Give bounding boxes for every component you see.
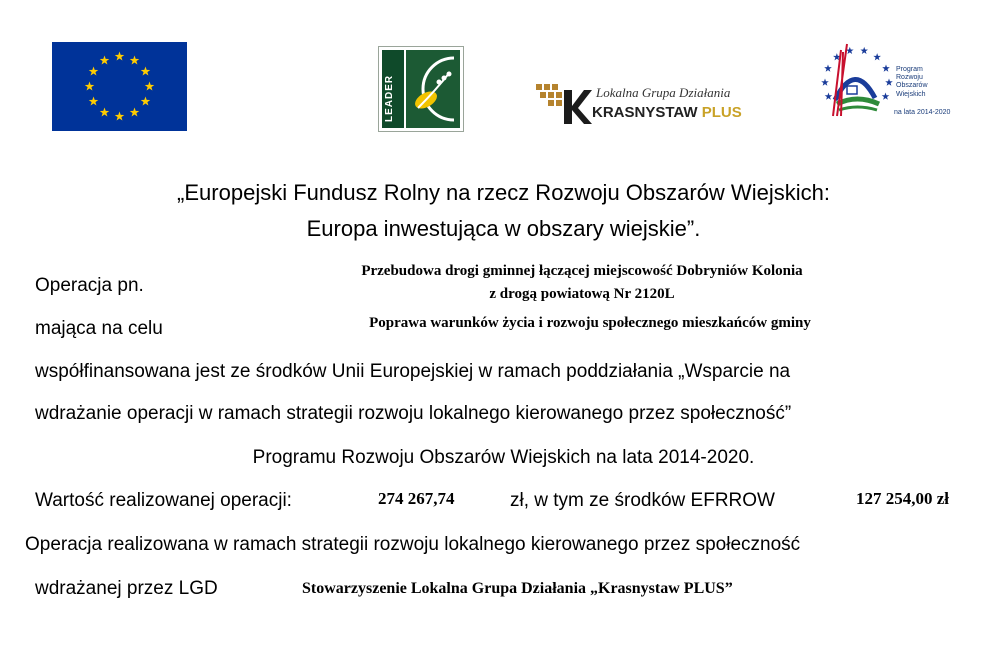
value-label: Wartość realizowanej operacji: bbox=[35, 490, 292, 511]
prow-star bbox=[860, 47, 868, 54]
prow-emblem-icon bbox=[817, 38, 895, 122]
lgd-mosaic-icon bbox=[534, 82, 594, 126]
leader-panel bbox=[406, 50, 460, 128]
eu-star bbox=[100, 107, 110, 116]
eu-star bbox=[141, 67, 151, 76]
eu-star bbox=[100, 56, 110, 65]
prow-star bbox=[821, 79, 829, 86]
efrrow-amount: 127 254,00 zł bbox=[856, 489, 950, 508]
header-line2: Europa inwestująca w obszary wiejskie”. bbox=[306, 216, 701, 241]
prow-star bbox=[882, 93, 890, 100]
prow-star bbox=[873, 53, 881, 60]
prow-years: na lata 2014-2020 bbox=[894, 109, 951, 116]
operation-label: Operacja pn. bbox=[35, 275, 144, 296]
prow-star bbox=[824, 64, 832, 71]
operation-name-line2: z drogą powiatową Nr 2120L bbox=[489, 286, 675, 302]
footer-line1: Operacja realizowana w ramach strategii rozwoju lokalnego kierowanego przez społeczność bbox=[25, 534, 801, 555]
cofinance-line3: Programu Rozwoju Obszarów Wiejskich na lata 2014-2020. bbox=[252, 447, 755, 468]
footer-lgd-label: wdrażanej przez LGD bbox=[35, 578, 218, 599]
leader-text: LEADER bbox=[384, 74, 395, 122]
eu-star bbox=[89, 97, 99, 106]
goal-value: Poprawa warunków życia i rozwoju społecznego mieszkańców gminy bbox=[369, 315, 811, 331]
prow-star bbox=[885, 79, 893, 86]
prow-text bbox=[896, 66, 928, 99]
prow-star bbox=[882, 64, 890, 71]
header-line1: „Europejski Fundusz Rolny na rzecz Rozwoju Obszarów Wiejskich: bbox=[177, 180, 830, 205]
lgd-plus: PLUS bbox=[701, 104, 742, 121]
leader-band bbox=[382, 50, 404, 128]
eu-star bbox=[89, 67, 99, 76]
eu-flag-logo bbox=[52, 42, 187, 131]
prow-logo bbox=[817, 38, 965, 122]
cofinance-line1: współfinansowana jest ze środków Unii Europejskiej w ramach poddziałania „Wsparcie na bbox=[35, 361, 791, 382]
lgd-line1: Lokalna Grupa Działania bbox=[596, 85, 731, 100]
eu-stars-icon bbox=[52, 42, 187, 131]
lgd-krasnystaw: KRASNYSTAW bbox=[592, 104, 698, 121]
value-middle: zł, w tym ze środków EFRROW bbox=[510, 490, 775, 511]
prow-line-2: Obszarów bbox=[896, 82, 928, 90]
eu-star bbox=[115, 112, 125, 121]
goal-label: mająca na celu bbox=[35, 318, 163, 339]
eu-star bbox=[141, 97, 151, 106]
leader-logo bbox=[378, 46, 464, 132]
lgd-krasnystaw-logo bbox=[534, 82, 764, 126]
eu-star bbox=[115, 52, 125, 61]
eu-star bbox=[85, 82, 95, 91]
operation-name-line1: Przebudowa drogi gminnej łączącej miejscowość Dobryniów Kolonia bbox=[361, 263, 803, 279]
leader-emblem-icon bbox=[406, 50, 460, 128]
value-amount: 274 267,74 bbox=[378, 489, 455, 508]
cofinance-line2: wdrażanie operacji w ramach strategii rozwoju lokalnego kierowanego przez społeczność” bbox=[35, 403, 792, 424]
lgd-line2 bbox=[592, 104, 742, 121]
eu-star bbox=[145, 82, 155, 91]
footer-lgd-name: Stowarzyszenie Lokalna Grupa Działania „Krasnystaw PLUS” bbox=[302, 580, 733, 597]
prow-line-0: Program bbox=[896, 66, 923, 73]
prow-line-1: Rozwoju bbox=[896, 74, 923, 82]
prow-line-3: Wiejskich bbox=[896, 90, 926, 98]
eu-star bbox=[130, 107, 140, 116]
eu-star bbox=[130, 56, 140, 65]
prow-star bbox=[825, 93, 833, 100]
